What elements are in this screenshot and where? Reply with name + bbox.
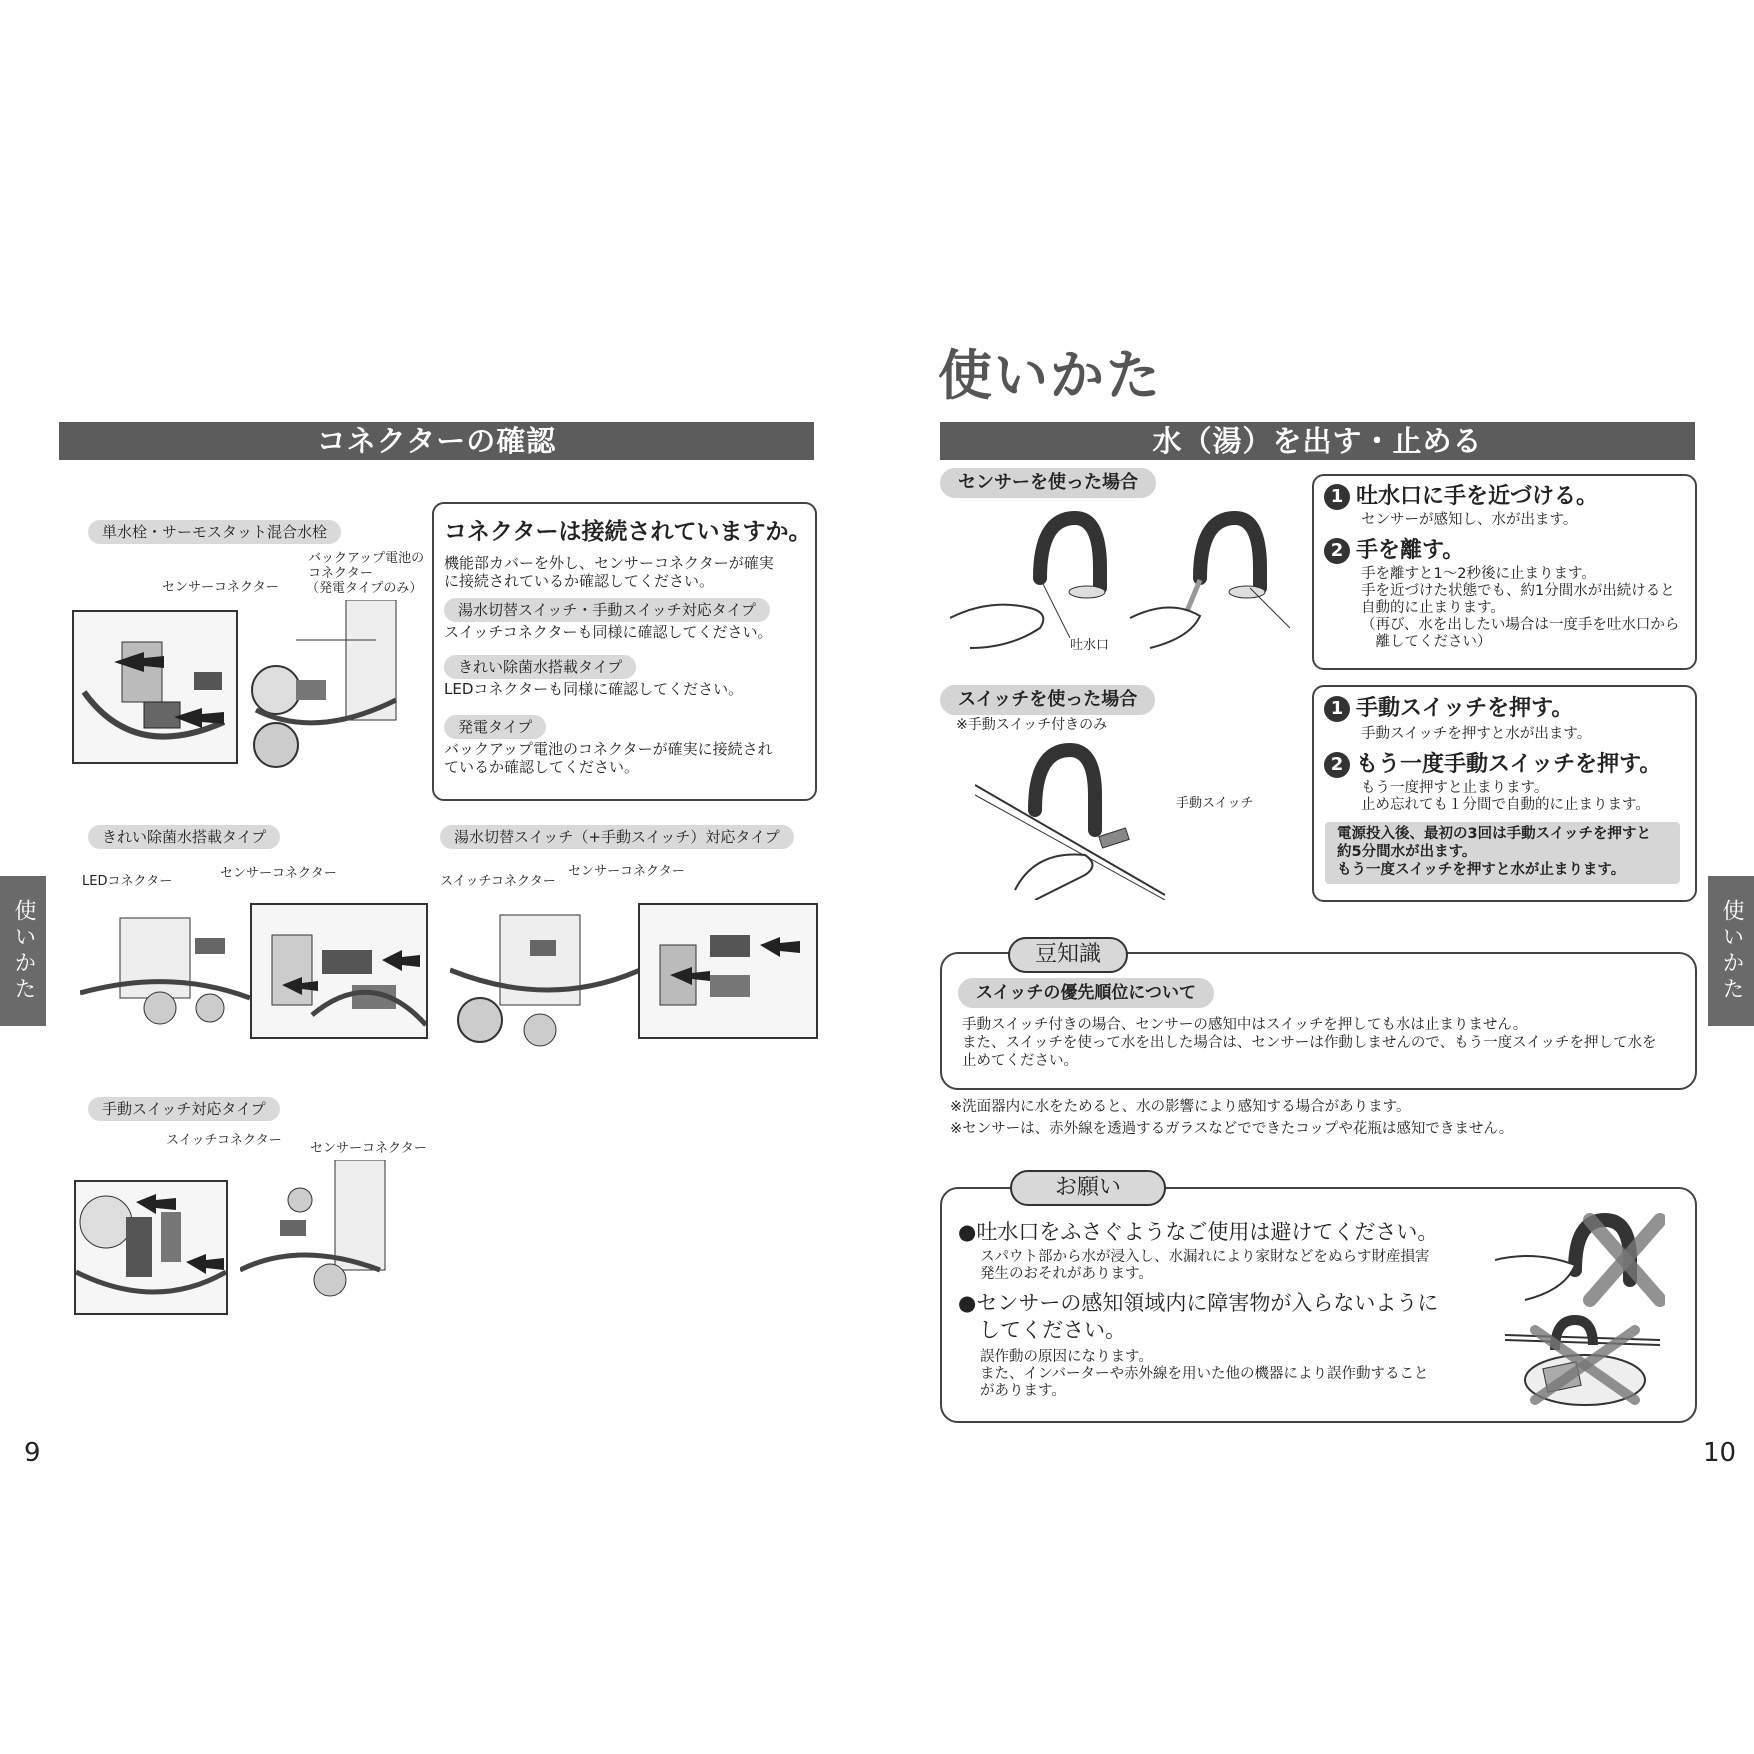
sensor-step-2-line-1: 手を離すと1～2秒後に止まります。 <box>1361 566 1596 582</box>
check-intro-1: 機能部カバーを外し、センサーコネクターが確実 <box>444 554 774 572</box>
faucet-body-illustration-1 <box>236 600 416 770</box>
request-item-1-heading: ●吐水口をふさぐようなご使用は避けてください。 <box>958 1220 1439 1244</box>
pill-sensor-usage: センサーを使った場合 <box>940 468 1156 498</box>
sterilized-unit-illustration <box>80 908 250 1028</box>
request-item-2-heading-2: してください。 <box>958 1318 1126 1342</box>
switch-unit-illustration <box>450 910 640 1050</box>
tips-line-3: 止めてください。 <box>962 1053 1078 1069</box>
prohibited-usage-drawing <box>1495 1200 1665 1410</box>
pill-switch-priority: スイッチの優先順位について <box>958 978 1214 1008</box>
label-backup-3: （発電タイプのみ） <box>306 581 423 596</box>
right-section-banner: 水（湯）を出す・止める <box>940 422 1695 460</box>
connector-closeup-illustration-3 <box>638 903 818 1039</box>
notice-line-3: もう一度スイッチを押すと水が止まります。 <box>1337 862 1626 878</box>
manual-switch-unit-drawing <box>240 1160 400 1300</box>
switch-step-2-line-2: 止め忘れても１分間で自動的に止まります。 <box>1361 797 1650 813</box>
step-number-badge: 2 <box>1324 538 1350 564</box>
manual-switch-unit-illustration <box>240 1160 400 1300</box>
tips-tag: 豆知識 <box>1008 937 1128 973</box>
sensor-step-2-line-4: （再び、水を出したい場合は一度手を吐水口から <box>1361 617 1680 633</box>
pill-sterilized-type: きれい除菌水搭載タイプ <box>444 655 636 679</box>
request-item-2-heading-1: ●センサーの感知領域内に障害物が入らないように <box>958 1291 1439 1315</box>
sensor-step-2-line-3: 自動的に止まります。 <box>1361 600 1505 616</box>
right-page-number: 10 <box>1703 1438 1737 1468</box>
power-on-notice <box>1325 822 1680 884</box>
check-intro-2: に接続されているか確認してください。 <box>444 572 715 590</box>
switch-step-1-text: 手動スイッチを押すと水が出ます。 <box>1361 726 1592 742</box>
label-led-connector: LEDコネクター <box>82 874 173 889</box>
label-backup-1: バックアップ電池の <box>308 551 425 566</box>
sensor-step-2-line-5: 離してください） <box>1361 634 1492 650</box>
request-item-2-line-1: 誤作動の原因になります。 <box>980 1349 1153 1365</box>
pill-switch-type-2: 湯水切替スイッチ（+手動スイッチ）対応タイプ <box>440 825 794 849</box>
label-switch-connector-2: スイッチコネクター <box>166 1133 282 1148</box>
pill-single-faucet: 単水栓・サーモスタット混合水栓 <box>88 520 341 544</box>
request-item-2-line-2: また、インバーターや赤外線を用いた他の機器により誤作動すること <box>980 1366 1429 1382</box>
tips-line-2: また、スイッチを使って水を出した場合は、センサーは作動しませんので、もう一度スイッチを押して水を <box>962 1035 1657 1051</box>
check-switch-text: スイッチコネクターも同様に確認してください。 <box>444 623 773 641</box>
step-number-badge: 2 <box>1324 752 1350 778</box>
right-side-tab: 使いかた <box>1708 876 1754 1026</box>
check-led-text: LEDコネクターも同様に確認してください。 <box>444 680 744 698</box>
request-item-1-line-2: 発生のおそれがあります。 <box>980 1266 1153 1282</box>
label-manual-switch: 手動スイッチ <box>1176 796 1254 811</box>
sensor-usage-illustration <box>950 508 1290 658</box>
switch-usage-illustration <box>975 740 1175 900</box>
left-section-banner: コネクターの確認 <box>59 422 814 460</box>
sterilized-unit-drawing <box>80 908 250 1028</box>
step-heading-text: 手を離す。 <box>1356 538 1465 563</box>
check-box-title: コネクターは接続されていますか。 <box>444 519 812 545</box>
note-2: ※センサーは、赤外線を透過するガラスなどでできたコップや花瓶は感知できません。 <box>950 1121 1514 1137</box>
sensor-step-2-line-2: 手を近づけた状態でも、約1分間水が出続けると <box>1361 583 1675 599</box>
label-spout: 吐水口 <box>1070 638 1110 653</box>
connector-closeup-drawing <box>252 905 426 1037</box>
step-heading-text: 吐水口に手を近づける。 <box>1356 484 1599 509</box>
pill-sterilized-water: きれい除菌水搭載タイプ <box>88 825 280 849</box>
left-side-tab: 使いかた <box>0 876 46 1026</box>
connector-closeup-drawing <box>74 612 236 762</box>
prohibited-usage-illustration <box>1495 1200 1665 1410</box>
label-switch-connector-1: スイッチコネクター <box>440 874 556 889</box>
label-sensor-connector-4: センサーコネクター <box>310 1141 427 1156</box>
switch-step-2-line-1: もう一度押すと止まります。 <box>1361 780 1549 796</box>
switch-usage-drawing <box>975 740 1175 900</box>
connector-closeup-illustration-1 <box>72 610 238 764</box>
pill-switch-usage: スイッチを使った場合 <box>940 685 1155 715</box>
connector-closeup-drawing <box>76 1182 226 1313</box>
connector-closeup-illustration-2 <box>250 903 428 1039</box>
label-sensor-connector-3: センサーコネクター <box>568 864 685 879</box>
label-backup-2: コネクター <box>308 566 373 581</box>
pill-manual-switch-type: 手動スイッチ対応タイプ <box>88 1097 280 1121</box>
step-heading-text: 手動スイッチを押す。 <box>1356 696 1574 721</box>
sensor-usage-drawing <box>950 508 1290 658</box>
step-number-badge: 1 <box>1324 484 1350 510</box>
page-title: 使いかた <box>938 344 1162 407</box>
switch-unit-drawing <box>450 910 640 1050</box>
sensor-step-2-heading <box>1324 536 1464 566</box>
switch-step-1-heading <box>1324 694 1573 724</box>
connector-closeup-drawing <box>640 905 816 1037</box>
request-tag: お願い <box>1010 1170 1166 1206</box>
left-page-number: 9 <box>24 1438 41 1468</box>
label-sensor-connector-2: センサーコネクター <box>220 866 337 881</box>
pill-switch-type: 湯水切替スイッチ・手動スイッチ対応タイプ <box>444 598 770 622</box>
switch-step-2-heading <box>1324 750 1661 780</box>
connector-closeup-illustration-4 <box>74 1180 228 1315</box>
sensor-step-1-text: センサーが感知し、水が出ます。 <box>1361 512 1578 528</box>
note-1: ※洗面器内に水をためると、水の影響により感知する場合があります。 <box>950 1099 1411 1115</box>
label-sensor-connector-1: センサーコネクター <box>162 580 279 595</box>
request-item-2-line-3: があります。 <box>980 1383 1066 1399</box>
notice-line-1: 電源投入後、最初の3回は手動スイッチを押すと <box>1337 826 1652 842</box>
tips-line-1: 手動スイッチ付きの場合、センサーの感知中はスイッチを押しても水は止まりません。 <box>962 1017 1528 1033</box>
check-generator-text: バックアップ電池のコネクターが確実に接続され <box>444 740 773 758</box>
notice-line-2: 約5分間水が出ます。 <box>1337 844 1477 860</box>
sensor-step-1-heading <box>1324 482 1598 512</box>
step-number-badge: 1 <box>1324 696 1350 722</box>
switch-only-note: ※手動スイッチ付きのみ <box>956 717 1108 733</box>
step-heading-text: もう一度手動スイッチを押す。 <box>1356 752 1662 777</box>
request-item-1-line-1: スパウト部から水が浸入し、水漏れにより家財などをぬらす財産損害 <box>980 1249 1430 1265</box>
pill-generator-type: 発電タイプ <box>444 715 546 739</box>
check-generator-text-2: ているか確認してください。 <box>444 758 640 776</box>
faucet-body-drawing <box>236 600 416 770</box>
